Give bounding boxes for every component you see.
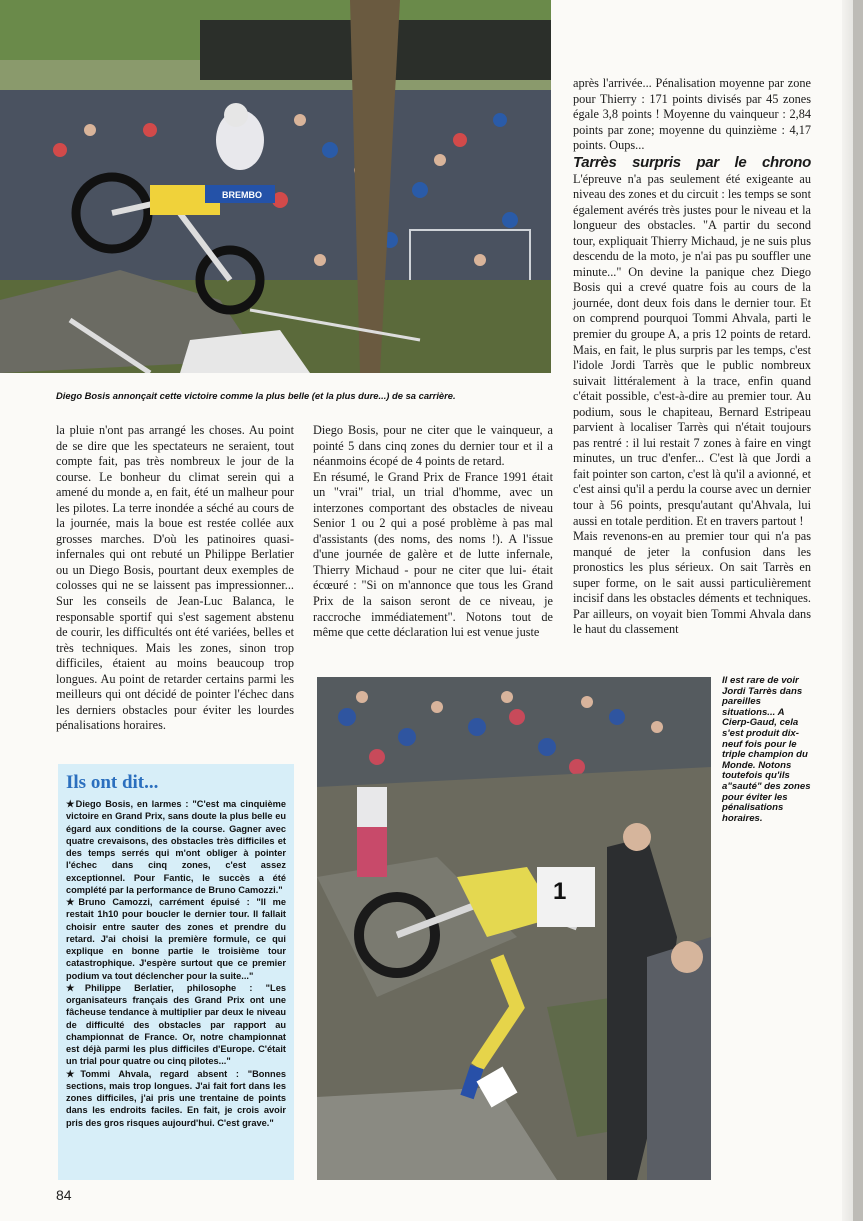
quotes-sidebar — [58, 764, 294, 1180]
article-column-1 — [56, 423, 294, 734]
article-paragraph: Diego Bosis, pour ne citer que le vainqueur, a pointé 5 dans cinq zones du dernier tour et il a néanmoins écopé de 4 points de retard. — [313, 423, 553, 469]
quote-item: ★Diego Bosis, en larmes : "C'est ma cinquième victoire en Grand Prix, sans doute la plus belle eu égard aux conditions de la course. Gagner avec quatre crevaisons, des obstacles très difficiles et des temps serrés qui m'ont obliger à pointer l'échec dans cinq zones, c'est assez exceptionnel. Pour Fantic, le succès a été complété par la performance de Bruno Camozzi." — [66, 799, 286, 895]
article-paragraph — [573, 155, 811, 529]
quote-item: ★Bruno Camozzi, carrément épuisé : "Il me restait 1h10 pour boucler le dernier tour. Il fallait choisir entre sauter des zones et prendre du retard. J'ai choisi la première formule, ce qui explique en bonne partie le troisième tour catastrophique. J'espère surtout que ce premier podium va tout déclencher pour la suite..." — [66, 897, 286, 981]
article-paragraph: En résumé, le Grand Prix de France 1991 était un "vrai" trial, un trial d'homme, avec un interzones comportant des obstacles de niveau Senior 1 ou 2 qui a posé problème à pas mal d'assistants (des noms, des noms !). A l'issue d'une journée de galère et de lutte infernale, Thierry Michaud - pour ne citer que lui- était écœuré : "Si on m'annonce que tous les Grand Prix de la saison seront de ce niveau, je raccroche immédiatement". Notons tout de même que cette déclaration lui est venue juste — [313, 469, 553, 640]
quote-item: ★Tommi Ahvala, regard absent : "Bonnes sections, mais trop longues. J'ai fait fort dans les zones difficiles, j'ai pris une trentaine de points dans les endroits faciles. En fait, je crois avoir pris des gros risques aujourd'hui. C'est grave." — [66, 1068, 286, 1128]
article-paragraph: après l'arrivée... Pénalisation moyenne par zone pour Thierry : 171 points divisés par 45 zones égale 3,8 points ! Moyenne du vainqueur : 2,84 points par zone; moyenne du quinzième : 4,17 points. Oups... — [573, 76, 811, 153]
photo-rider-crowd — [0, 0, 551, 373]
page-edge-shadow — [853, 0, 863, 1221]
article-paragraph: Mais revenons-en au premier tour qui n'a pas manqué de jeter la confusion dans les pronostics les plus sérieux. On sait Tarrès en super forme, on le sait aussi particulièrement incisif dans les obstacles déments et techniques. Par ailleurs, on voyait bien Tommi Ahvala dans le haut du classement — [573, 529, 811, 637]
sidebar-title: Ils ont dit... — [66, 772, 159, 793]
photo-tarres-fall — [317, 677, 711, 1180]
article-text: L'épreuve n'a pas seulement été exigeante au niveau des zones et du circuit : les temps se sont également avérés très justes pour le niveau et la longueur des obstacles. "A partir du second tour, expliquait Thierry Michaud, je ne suis plus descendu de la moto, je n'ai pas pu souffler une minute..." On devine la panique chez Diego Bosis qui a crevé quatre fois au cours de la journée, dont deux fois dans le dernier tour. Et on comprend pourquoi Tommi Ahvala, parti le premier du groupe A, a pris 12 points de retard. Mais, en fait, le plus surpris par les temps, c'est l'idole Jordi Tarrès que le public nombreux suivait littéralement à la trace, enfin quand c'était possible, c'est-à-dire au premier tour. Au podium, sous le chapiteau, Bernard Estripeau parvient à localiser Tarrès qui n'était toujours pas rentré : il lui restait 7 zones à faire en vingt minutes, un truc d'enfer... C'est là que Jordi a fait pointer son carton, c'est là qu'il a avionné, et c'est ainsi qu'il a perdu la course avec un dernier tour à 56 points, presqu'autant qu'Ahvala, lui aussi en totale perdition. Et en travers partout ! — [573, 171, 811, 528]
photo-caption-side: Il est rare de voir Jordi Tarrès dans pareilles situations... A Cierp-Gaud, cela s'est produit dix-neuf fois pour le triple champion du Monde. Notons toutefois qu'ils a"sauté" des zones pour éviter les pénalisations horaires. — [722, 675, 811, 824]
sidebar-body — [66, 798, 286, 1129]
quote-item: ★Philippe Berlatier, philosophe : "Les organisateurs français des Grand Prix ont une fâcheuse tendance à multiplier par deux le niveau de difficulté des obstacles par rapport au championnat de France. Or, notre championnat est déjà parmi les plus difficiles d'Europe. C'était un trial pour quatre ou cinq pilotes..." — [66, 982, 286, 1067]
section-subhead: Tarrès surpris par le chrono — [573, 154, 811, 171]
article-paragraph: la pluie n'ont pas arrangé les choses. Au point de se dire que les spectateurs ne seraient, tout compte fait, pas très nombreux le jour de la course. Le bonheur du climat serein qui a amené du monde a, en fait, été un malheur pour les pilotes. La terre inondée a séché au cours de la journée, mais la boue est restée collée aux grosses marches. D'où les patinoires quasi-infernales qui ont rebuté un Philippe Berlatier ou un Diego Bosis, pourtant deux exemples de colosses qui ne se laissent pas impressionner... Sur les conseils de Jean-Luc Balanca, le responsable sportif qui s'est sagement abstenu de courir, les difficultés ont été variées, belles et très techniques. Mais les zones, sinon trop difficiles, étaient au moins beaucoup trop longues. Au point de retarder certains parmi les meilleurs qui ont décidé de pointer l'échec dans les derniers obstacles pour éviter les lourdes pénalisations horaires. — [56, 423, 294, 733]
rider-bib-number: 1 — [553, 878, 567, 905]
page-number: 84 — [56, 1187, 72, 1203]
photo-caption-top: Diego Bosis annonçait cette victoire comme la plus belle (et la plus dure...) de sa carrière. — [56, 390, 456, 401]
bike-banner-text: BREMBO — [222, 190, 262, 200]
article-column-3 — [573, 155, 811, 638]
article-column-2 — [313, 423, 553, 641]
article-column-3-intro — [573, 76, 811, 154]
